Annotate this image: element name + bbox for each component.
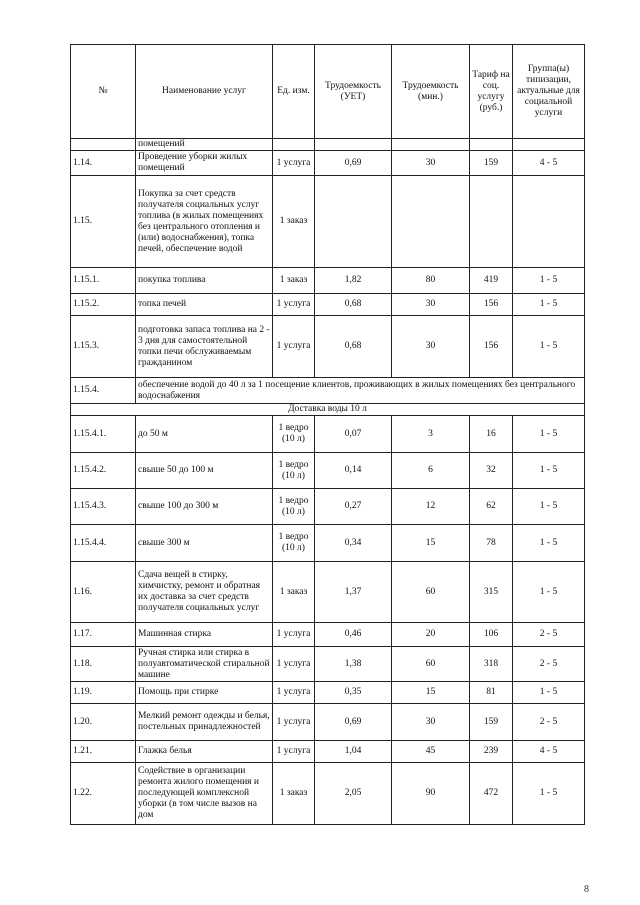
table-row xyxy=(71,525,585,562)
cell-unit: 1 услуга xyxy=(273,151,315,176)
cell-typing-group: 2 - 5 xyxy=(513,623,585,647)
cell-labor-minutes: 30 xyxy=(392,316,470,378)
table-row xyxy=(71,741,585,763)
table-header-row xyxy=(71,45,585,139)
table-row xyxy=(71,176,585,268)
cell-tariff: 78 xyxy=(470,525,513,562)
cell-labor-uet: 0,14 xyxy=(315,453,392,489)
cell-number: 1.15.1. xyxy=(71,268,136,294)
cell-unit xyxy=(273,139,315,151)
cell-typing-group: 1 - 5 xyxy=(513,416,585,453)
cell-labor-uet: 1,04 xyxy=(315,741,392,763)
cell-labor-uet: 0,46 xyxy=(315,623,392,647)
header-typing-group: Группа(ы) типизации, актуальные для социальной услуги xyxy=(513,45,585,139)
cell-tariff: 159 xyxy=(470,704,513,741)
table-row xyxy=(71,453,585,489)
cell-number: 1.15.4.4. xyxy=(71,525,136,562)
cell-number: 1.21. xyxy=(71,741,136,763)
cell-service-name: Сдача вещей в стирку, химчистку, ремонт и обратная их доставка за счет средств получателя социальных услуг xyxy=(136,562,273,623)
cell-typing-group: 1 - 5 xyxy=(513,294,585,316)
cell-unit: 1 ведро (10 л) xyxy=(273,525,315,562)
cell-typing-group xyxy=(513,139,585,151)
cell-span-text: обеспечение водой до 40 л за 1 посещение клиентов, проживающих в жилых помещениях без центрального водоснабжения xyxy=(136,378,585,404)
cell-labor-minutes: 30 xyxy=(392,151,470,176)
cell-number: 1.17. xyxy=(71,623,136,647)
table-row xyxy=(71,268,585,294)
table-row xyxy=(71,316,585,378)
cell-unit: 1 заказ xyxy=(273,268,315,294)
cell-tariff xyxy=(470,139,513,151)
cell-number: 1.22. xyxy=(71,763,136,825)
cell-number: 1.15. xyxy=(71,176,136,268)
cell-unit: 1 услуга xyxy=(273,741,315,763)
cell-service-name: Машинная стирка xyxy=(136,623,273,647)
cell-tariff: 62 xyxy=(470,489,513,525)
cell-service-name: Глажка белья xyxy=(136,741,273,763)
cell-number: 1.15.4.3. xyxy=(71,489,136,525)
cell-tariff xyxy=(470,176,513,268)
cell-number: 1.16. xyxy=(71,562,136,623)
cell-labor-uet: 0,35 xyxy=(315,682,392,704)
cell-number: 1.14. xyxy=(71,151,136,176)
cell-labor-uet: 0,69 xyxy=(315,151,392,176)
cell-unit: 1 заказ xyxy=(273,176,315,268)
cell-tariff: 239 xyxy=(470,741,513,763)
table-span-row xyxy=(71,378,585,404)
cell-labor-minutes: 20 xyxy=(392,623,470,647)
cell-service-name: Содействие в организации ремонта жилого помещения и последующей комплексной уборки (в том числе вызов на дом xyxy=(136,763,273,825)
cell-tariff: 156 xyxy=(470,294,513,316)
cell-labor-uet: 1,37 xyxy=(315,562,392,623)
cell-tariff: 32 xyxy=(470,453,513,489)
table-subheading-row xyxy=(71,404,585,416)
cell-number: 1.20. xyxy=(71,704,136,741)
cell-tariff: 318 xyxy=(470,647,513,682)
cell-typing-group xyxy=(513,176,585,268)
cell-labor-minutes: 12 xyxy=(392,489,470,525)
table-row xyxy=(71,139,585,151)
cell-labor-minutes: 45 xyxy=(392,741,470,763)
cell-labor-minutes: 15 xyxy=(392,525,470,562)
cell-unit: 1 услуга xyxy=(273,623,315,647)
cell-service-name: топка печей xyxy=(136,294,273,316)
cell-number: 1.18. xyxy=(71,647,136,682)
cell-unit: 1 ведро (10 л) xyxy=(273,489,315,525)
header-tariff: Тариф на соц. услугу (руб.) xyxy=(470,45,513,139)
cell-labor-minutes: 30 xyxy=(392,294,470,316)
table-row xyxy=(71,416,585,453)
cell-labor-uet: 1,82 xyxy=(315,268,392,294)
cell-service-name: свыше 100 до 300 м xyxy=(136,489,273,525)
cell-service-name: подготовка запаса топлива на 2 - 3 дня для самостоятельной топки печи обслуживаемым гражданином xyxy=(136,316,273,378)
cell-tariff: 419 xyxy=(470,268,513,294)
cell-tariff: 16 xyxy=(470,416,513,453)
table-row xyxy=(71,647,585,682)
header-labor-uet: Трудоемкость (УЕТ) xyxy=(315,45,392,139)
cell-service-name: свыше 50 до 100 м xyxy=(136,453,273,489)
cell-typing-group: 1 - 5 xyxy=(513,562,585,623)
cell-labor-minutes xyxy=(392,139,470,151)
table-row xyxy=(71,562,585,623)
cell-labor-minutes: 6 xyxy=(392,453,470,489)
cell-tariff: 81 xyxy=(470,682,513,704)
cell-unit: 1 ведро (10 л) xyxy=(273,453,315,489)
table-row xyxy=(71,151,585,176)
cell-typing-group: 4 - 5 xyxy=(513,151,585,176)
cell-unit: 1 услуга xyxy=(273,682,315,704)
cell-labor-uet: 0,68 xyxy=(315,316,392,378)
cell-service-name: покупка топлива xyxy=(136,268,273,294)
cell-labor-uet xyxy=(315,176,392,268)
cell-number: 1.15.4.2. xyxy=(71,453,136,489)
header-number: № xyxy=(71,45,136,139)
cell-service-name: Покупка за счет средств получателя социальных услуг топлива (в жилых помещениях без центрального отопления и (или) водоснабжения), топка печей, обеспечение водой xyxy=(136,176,273,268)
table-row xyxy=(71,763,585,825)
cell-service-name: до 50 м xyxy=(136,416,273,453)
table-row xyxy=(71,294,585,316)
cell-tariff: 472 xyxy=(470,763,513,825)
cell-service-name: Помощь при стирке xyxy=(136,682,273,704)
cell-subheading: Доставка воды 10 л xyxy=(71,404,585,416)
cell-typing-group: 1 - 5 xyxy=(513,682,585,704)
cell-service-name: Ручная стирка или стирка в полуавтоматической стиральной машине xyxy=(136,647,273,682)
cell-labor-minutes: 15 xyxy=(392,682,470,704)
page-number: 8 xyxy=(584,884,589,895)
cell-service-name: Мелкий ремонт одежды и белья, постельных принадлежностей xyxy=(136,704,273,741)
cell-labor-uet: 0,69 xyxy=(315,704,392,741)
cell-unit: 1 услуга xyxy=(273,704,315,741)
cell-typing-group: 1 - 5 xyxy=(513,453,585,489)
cell-service-name: помещений xyxy=(136,139,273,151)
cell-unit: 1 заказ xyxy=(273,562,315,623)
cell-service-name: Проведение уборки жилых помещений xyxy=(136,151,273,176)
cell-typing-group: 2 - 5 xyxy=(513,704,585,741)
cell-number: 1.15.3. xyxy=(71,316,136,378)
cell-unit: 1 ведро (10 л) xyxy=(273,416,315,453)
cell-labor-minutes: 30 xyxy=(392,704,470,741)
header-unit: Ед. изм. xyxy=(273,45,315,139)
cell-unit: 1 услуга xyxy=(273,294,315,316)
tariff-table xyxy=(70,44,585,825)
cell-number xyxy=(71,139,136,151)
table-row xyxy=(71,623,585,647)
cell-number: 1.19. xyxy=(71,682,136,704)
cell-labor-minutes: 80 xyxy=(392,268,470,294)
cell-labor-minutes xyxy=(392,176,470,268)
table-row xyxy=(71,682,585,704)
cell-labor-minutes: 3 xyxy=(392,416,470,453)
cell-tariff: 156 xyxy=(470,316,513,378)
cell-number: 1.15.4. xyxy=(71,378,136,404)
header-labor-minutes: Трудоемкость (мин.) xyxy=(392,45,470,139)
cell-tariff: 106 xyxy=(470,623,513,647)
cell-typing-group: 1 - 5 xyxy=(513,316,585,378)
cell-labor-minutes: 60 xyxy=(392,562,470,623)
cell-typing-group: 2 - 5 xyxy=(513,647,585,682)
header-service-name: Наименование услуг xyxy=(136,45,273,139)
cell-number: 1.15.4.1. xyxy=(71,416,136,453)
cell-typing-group: 1 - 5 xyxy=(513,763,585,825)
cell-labor-uet: 0,68 xyxy=(315,294,392,316)
cell-labor-uet xyxy=(315,139,392,151)
cell-labor-minutes: 60 xyxy=(392,647,470,682)
table-row xyxy=(71,704,585,741)
cell-typing-group: 1 - 5 xyxy=(513,268,585,294)
cell-typing-group: 1 - 5 xyxy=(513,489,585,525)
cell-labor-minutes: 90 xyxy=(392,763,470,825)
table-row xyxy=(71,489,585,525)
cell-labor-uet: 2,05 xyxy=(315,763,392,825)
cell-labor-uet: 0,07 xyxy=(315,416,392,453)
cell-service-name: свыше 300 м xyxy=(136,525,273,562)
cell-tariff: 159 xyxy=(470,151,513,176)
cell-number: 1.15.2. xyxy=(71,294,136,316)
cell-typing-group: 4 - 5 xyxy=(513,741,585,763)
cell-unit: 1 услуга xyxy=(273,647,315,682)
cell-tariff: 315 xyxy=(470,562,513,623)
cell-labor-uet: 1,38 xyxy=(315,647,392,682)
cell-labor-uet: 0,34 xyxy=(315,525,392,562)
cell-labor-uet: 0,27 xyxy=(315,489,392,525)
table-body xyxy=(71,139,585,825)
cell-unit: 1 услуга xyxy=(273,316,315,378)
cell-unit: 1 заказ xyxy=(273,763,315,825)
cell-typing-group: 1 - 5 xyxy=(513,525,585,562)
